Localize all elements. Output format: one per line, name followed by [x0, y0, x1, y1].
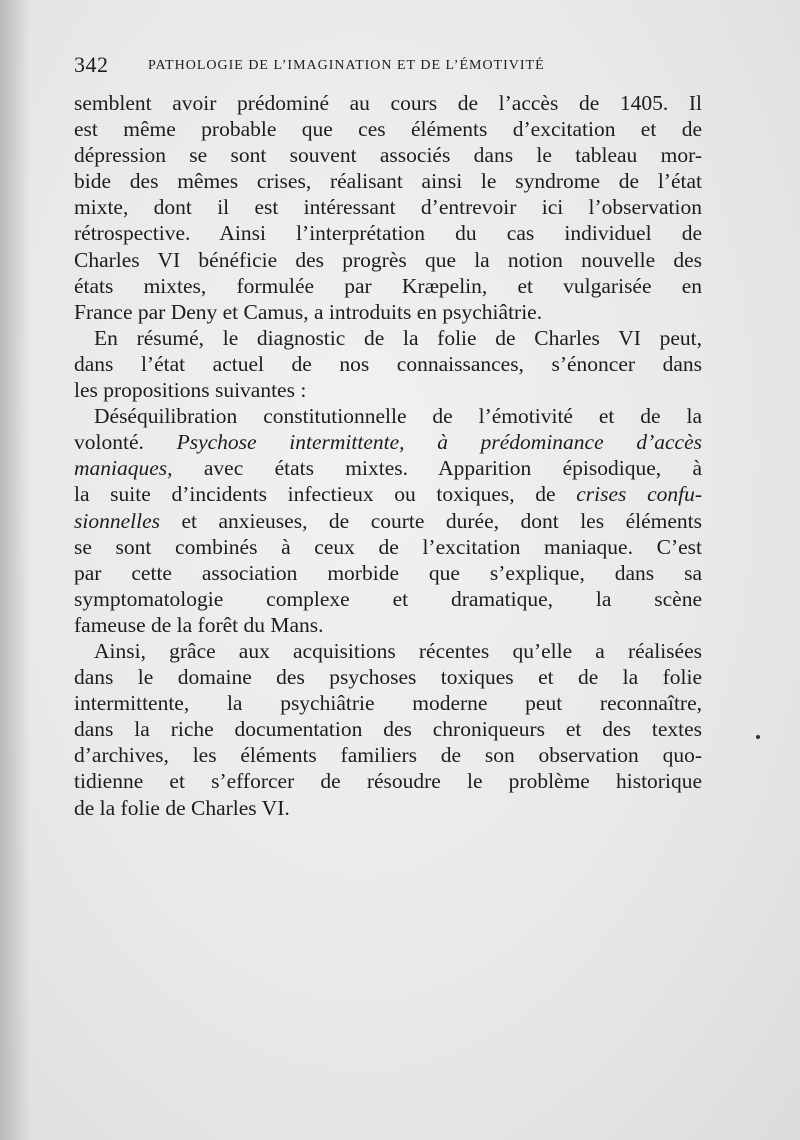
text-line: d’archives, les éléments familiers de son observation quo-	[74, 743, 702, 768]
text-segment: avec états mixtes. Apparition épisodique, à	[203, 456, 703, 481]
text-line: états mixtes, formulée par Kræpelin, et vulgarisée en	[74, 273, 702, 298]
italic-segment: Psychose intermittente, à prédominance d’accès	[176, 430, 702, 455]
text-line-mixed	[74, 455, 702, 481]
text-line: dans l’état actuel de nos connaissances, s’énoncer dans	[74, 351, 702, 376]
text-segment: et anxieuses, de courte durée, dont les éléments	[181, 508, 702, 533]
text-line: semblent avoir prédominé au cours de l’accès de 1405. Il	[74, 91, 702, 115]
text-line: mixte, dont il est intéressant d’entrevoir ici l’observation	[74, 195, 702, 220]
text-line: par cette association morbide que s’explique, dans sa	[74, 560, 702, 585]
text-line: Déséquilibration constitutionnelle de l’émotivité et de la	[94, 404, 702, 429]
text-line: France par Deny et Camus, a introduits en psychiâtrie.	[74, 299, 543, 324]
text-line: dépression se sont souvent associés dans le tableau mor-	[74, 143, 702, 168]
text-line: est même probable que ces éléments d’excitation et de	[74, 117, 702, 142]
ink-speck	[756, 735, 760, 739]
text-line: rétrospective. Ainsi l’interprétation du cas individuel de	[74, 221, 702, 246]
italic-segment: maniaques,	[74, 456, 173, 481]
text-line: Charles VI bénéficie des progrès que la notion nouvelle des	[74, 247, 702, 272]
text-segment: la suite d’incidents infectieux ou toxiques, de	[74, 482, 556, 507]
text-line: de la folie de Charles VI.	[74, 795, 290, 820]
text-line: dans la riche documentation des chroniqueurs et des textes	[74, 717, 702, 742]
running-title: PATHOLOGIE DE L’IMAGINATION ET DE L’ÉMOTIVITÉ	[148, 58, 545, 73]
binding-shadow	[0, 0, 30, 1140]
text-line: bide des mêmes crises, réalisant ainsi le syndrome de l’état	[74, 169, 702, 194]
page-body	[74, 90, 702, 821]
text-line: dans le domaine des psychoses toxiques et de la folie	[74, 665, 702, 690]
text-line: symptomatologie complexe et dramatique, la scène	[74, 586, 702, 611]
text-line: fameuse de la forêt du Mans.	[74, 612, 324, 637]
page-number: 342	[74, 52, 109, 77]
text-line-mixed	[74, 508, 702, 534]
text-line: les propositions suivantes :	[74, 378, 307, 403]
text-line: intermittente, la psychiâtrie moderne peut reconnaître,	[74, 691, 702, 716]
text-line: Ainsi, grâce aux acquisitions récentes qu’elle a réalisées	[94, 638, 702, 663]
italic-segment: sionnelles	[74, 508, 160, 533]
italic-segment: crises confu-	[576, 482, 703, 507]
text-line: se sont combinés à ceux de l’excitation maniaque. C’est	[74, 534, 702, 559]
text-line-mixed	[74, 481, 702, 507]
text-line-mixed	[74, 429, 702, 455]
page-header	[74, 52, 714, 82]
text-line: En résumé, le diagnostic de la folie de Charles VI peut,	[94, 325, 702, 350]
text-segment: volonté.	[74, 430, 144, 455]
text-line: tidienne et s’efforcer de résoudre le problème historique	[74, 769, 702, 794]
